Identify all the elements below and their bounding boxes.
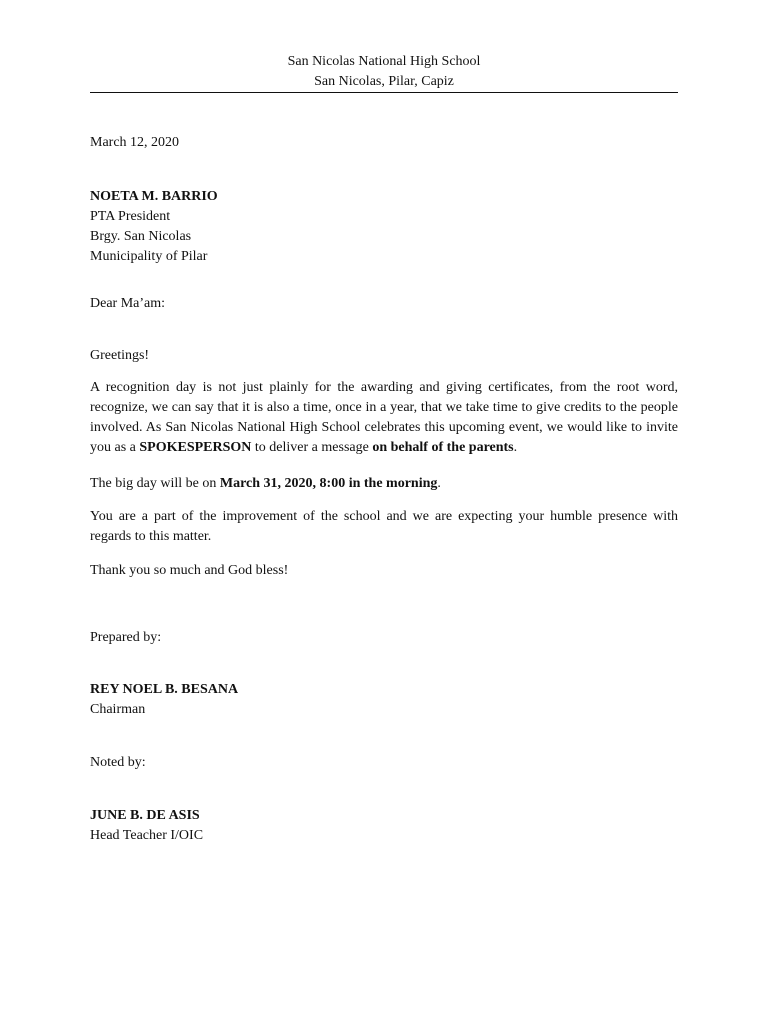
- body-paragraph-2: [90, 474, 678, 494]
- date-text: March 12, 2020: [90, 135, 180, 150]
- letter-date: [90, 133, 678, 153]
- p1-behalf: on behalf of the parents: [372, 440, 514, 455]
- recipient-municipality: Municipality of Pilar: [90, 249, 208, 264]
- prepared-title: Chairman: [90, 702, 146, 717]
- school-name: San Nicolas National High School: [287, 54, 481, 69]
- noted-by-label: [90, 753, 678, 773]
- p2-datetime: March 31, 2020, 8:00 in the morning: [219, 476, 438, 491]
- noted-label-text: Noted by:: [90, 755, 146, 770]
- p2-text: The big day will be on: [90, 476, 220, 491]
- p1-mid: to deliver a message: [251, 440, 373, 455]
- recipient-name: NOETA M. BARRIO: [90, 189, 218, 204]
- noted-name: JUNE B. DE ASIS: [90, 808, 200, 823]
- p4-text: Thank you so much and God bless!: [90, 563, 289, 578]
- body-paragraph-3: [90, 507, 678, 547]
- prepared-signatory: [90, 680, 678, 720]
- p1-role: SPOKESPERSON: [139, 440, 252, 455]
- prepared-name: REY NOEL B. BESANA: [90, 682, 239, 697]
- p1-end: .: [513, 440, 518, 455]
- recipient-position: PTA President: [90, 209, 171, 224]
- noted-title: Head Teacher I/OIC: [90, 828, 204, 843]
- letterhead: [90, 52, 678, 92]
- salutation-text: Dear Ma’am:: [90, 296, 166, 311]
- salutation: [90, 294, 678, 314]
- school-address: San Nicolas, Pilar, Capiz: [314, 74, 454, 89]
- greeting: [90, 346, 678, 366]
- p3-text: You are a part of the improvement of the school and we are expecting your humble presence with regards to this matter.: [90, 509, 678, 544]
- header-divider: [90, 92, 678, 93]
- body-paragraph-1: [90, 378, 678, 458]
- p1-text: A recognition day is not just plainly for the awarding and giving certificates, from the root word, recognize, we can say that it is also a time, once in a year, that we take time to give credits to the people involved. As San Nicolas National High School celebrates this upcoming event, we would like to invite you as a: [90, 380, 678, 455]
- prepared-by-label: [90, 628, 678, 648]
- prepared-label-text: Prepared by:: [90, 630, 162, 645]
- recipient-barangay: Brgy. San Nicolas: [90, 229, 192, 244]
- recipient-block: [90, 187, 678, 267]
- greeting-text: Greetings!: [90, 348, 150, 363]
- noted-signatory: [90, 806, 678, 846]
- body-paragraph-4: [90, 561, 678, 581]
- p2-end: .: [437, 476, 441, 491]
